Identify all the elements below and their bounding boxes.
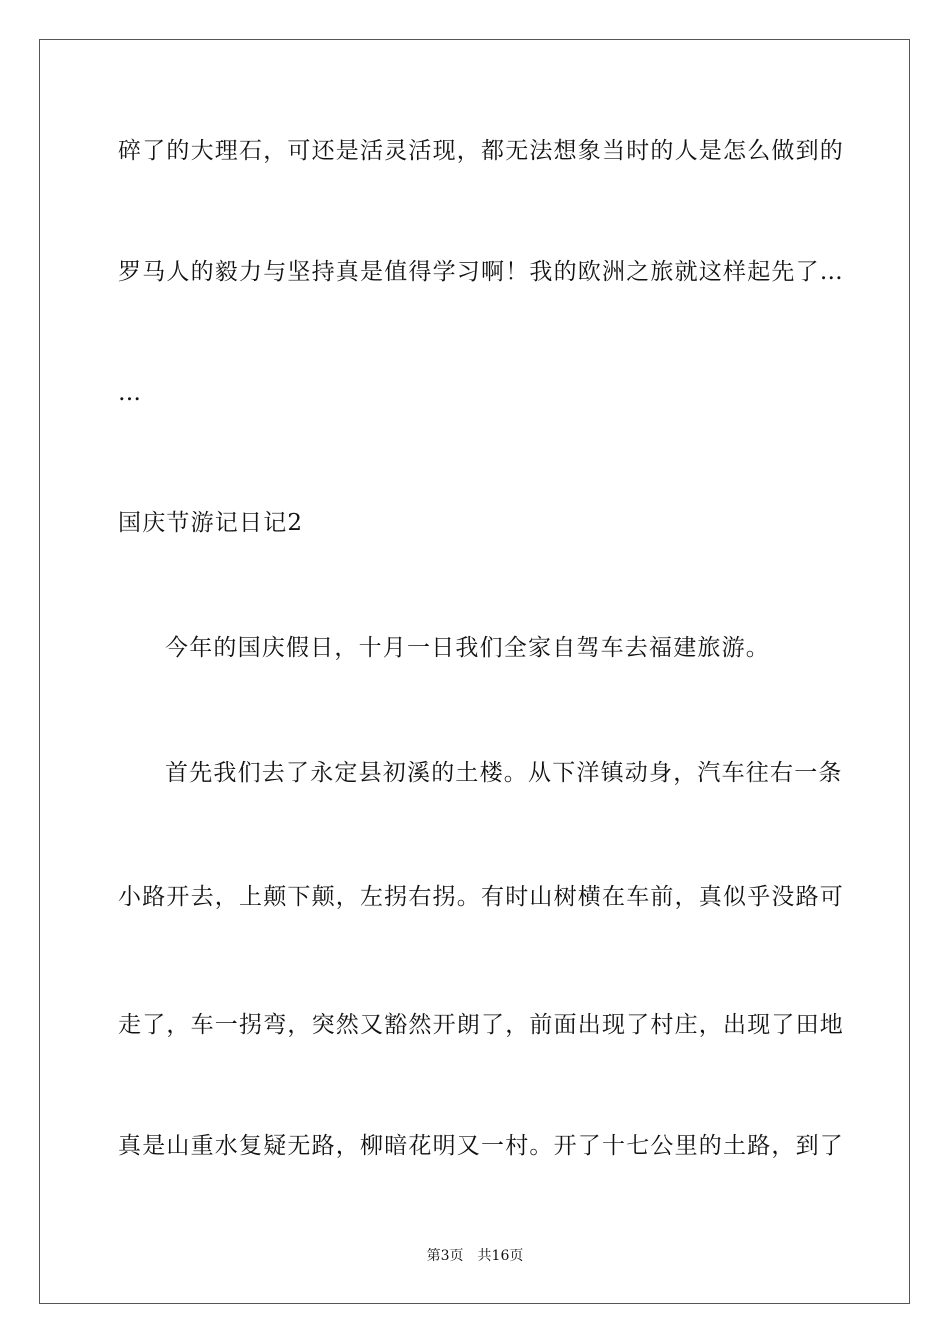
- paragraph-1-line-1: 今年的国庆假日，十月一日我们全家自驾车去福建旅游。: [165, 635, 770, 661]
- section-heading: 国庆节游记日记2: [118, 510, 304, 536]
- page-total: 共16页: [477, 1248, 524, 1264]
- page-frame: [39, 39, 910, 1304]
- paragraph-2-line-2: 小路开去，上颠下颠，左拐右拐。有时山树横在车前，真似乎没路可: [118, 884, 844, 910]
- page-number: 第3页: [426, 1248, 464, 1264]
- paragraph-2-line-1: 首先我们去了永定县初溪的土楼。从下洋镇动身，汽车往右一条: [165, 760, 843, 786]
- paragraph-2-line-3: 走了，车一拐弯，突然又豁然开朗了，前面出现了村庄，出现了田地: [118, 1012, 844, 1038]
- text-line-3: …: [118, 380, 143, 406]
- paragraph-2-line-4: 真是山重水复疑无路，柳暗花明又一村。开了十七公里的土路，到了: [118, 1133, 844, 1159]
- text-line-2: 罗马人的毅力与坚持真是值得学习啊！我的欧洲之旅就这样起先了…: [118, 259, 844, 285]
- text-line-1: 碎了的大理石，可还是活灵活现，都无法想象当时的人是怎么做到的: [118, 138, 844, 164]
- page-footer: [0, 1246, 950, 1266]
